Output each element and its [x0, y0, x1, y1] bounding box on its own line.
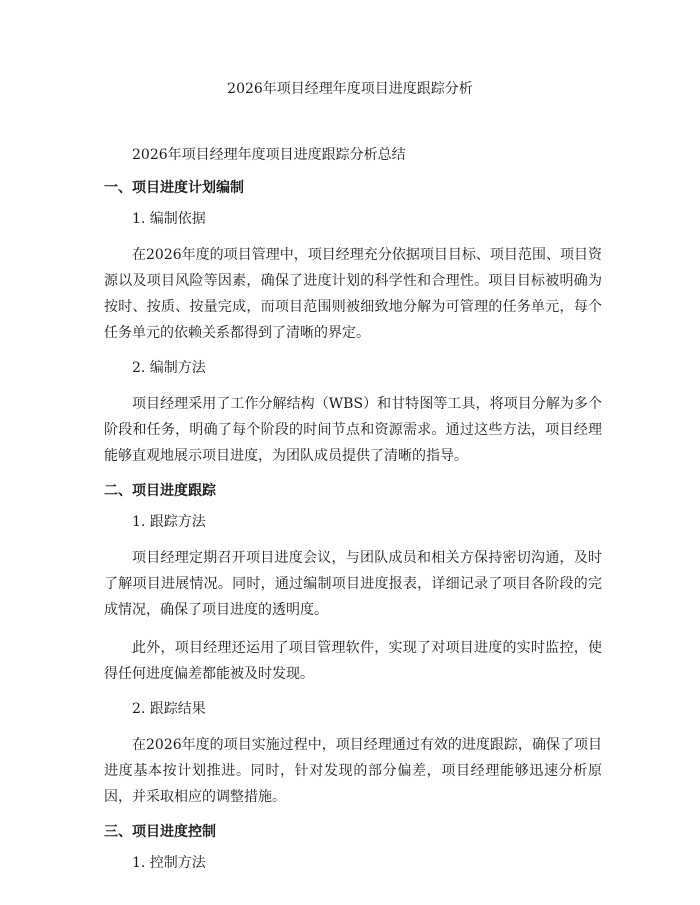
paragraph: 在2026年度的项目管理中，项目经理充分依据项目目标、项目范围、项目资源以及项目风险等因素，确保了进度计划的科学性和合理性。项目目标被明确为按时、按质、按量完成，而项目范围则被细致地分解为可管理的任务单元，每个任务单元的依赖关系都得到了清晰的界定。 — [104, 247, 602, 341]
document-subtitle: 2026年项目经理年度项目进度跟踪分析总结 — [132, 147, 406, 163]
section-heading: 二、项目进度跟踪 — [104, 483, 216, 499]
paragraph: 在2026年度的项目实施过程中，项目经理通过有效的进度跟踪，确保了项目进度基本按计划推进。同时，针对发现的部分偏差，项目经理能够迅速分析原因，并采取相应的调整措施。 — [104, 737, 602, 805]
section-heading: 一、项目进度计划编制 — [104, 180, 244, 196]
subsection-label: 2. 编制方法 — [132, 360, 206, 376]
subsection-label: 2. 跟踪结果 — [132, 701, 206, 717]
paragraph: 此外，项目经理还运用了项目管理软件，实现了对项目进度的实时监控，使得任何进度偏差都能被及时发现。 — [104, 640, 602, 682]
subsection-label: 1. 控制方法 — [132, 855, 206, 871]
section-heading: 三、项目进度控制 — [104, 824, 216, 840]
page-title: 2026年项目经理年度项目进度跟踪分析 — [227, 81, 473, 97]
paragraph: 项目经理定期召开项目进度会议，与团队成员和相关方保持密切沟通，及时了解项目进展情况。同时，通过编制项目进度报表，详细记录了项目各阶段的完成情况，确保了项目进度的透明度。 — [104, 550, 602, 618]
subsection-label: 1. 编制依据 — [132, 211, 206, 227]
subsection-label: 1. 跟踪方法 — [132, 514, 206, 530]
document-body — [104, 145, 602, 886]
paragraph: 项目经理采用了工作分解结构（WBS）和甘特图等工具，将项目分解为多个阶段和任务，明确了每个阶段的时间节点和资源需求。通过这些方法，项目经理能够直观地展示项目进度，为团队成员提供了清晰的指导。 — [104, 396, 602, 464]
